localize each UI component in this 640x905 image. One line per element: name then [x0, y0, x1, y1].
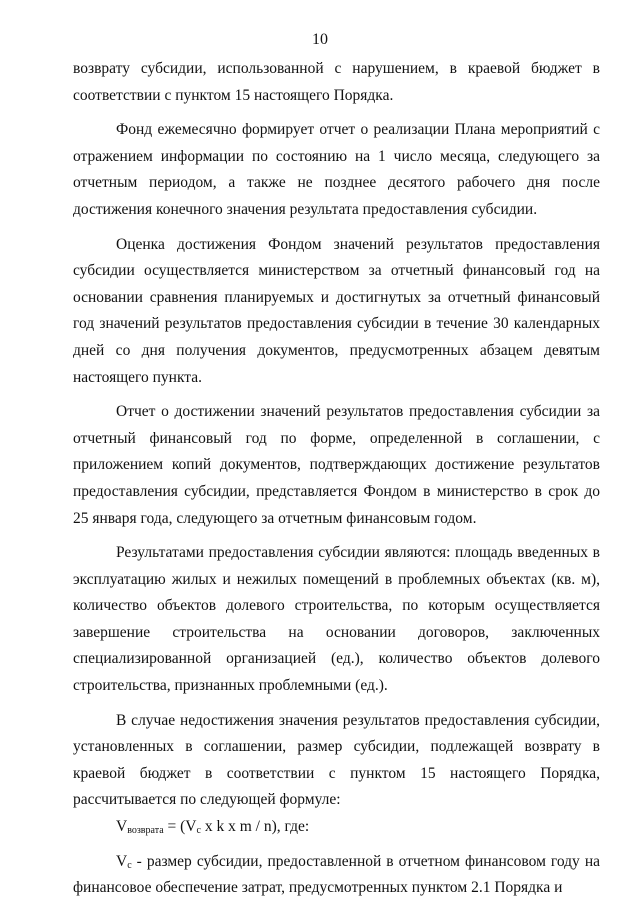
- formula-subscript: возврата: [127, 825, 164, 837]
- paragraph-report-plan: Фонд ежемесячно формирует отчет о реализации Плана мероприятий с отражением информации по состоянию на 1 число месяца, следующего за отчетным периодом, а также не позднее десятого рабочего дня после достижения конечного значения результата предоставления субсидии.: [73, 121, 600, 218]
- formula-rest: x k x m / n), где:: [200, 818, 310, 836]
- paragraph-results: Результатами предоставления субсидии являются: площадь введенных в эксплуатацию жилых и нежилых помещений в проблемных объектах (кв. м), количество объектов долевого строительства, по которым осуществляется завершение строительства на основании договоров, заключенных специализированной организацией (ед.), количество объектов долевого строительства, признанных проблемными (ед.).: [73, 544, 600, 695]
- paragraph-definition: [73, 849, 600, 902]
- refund-formula: [73, 814, 600, 841]
- paragraph-continuation: возврату субсидии, использованной с нарушением, в краевой бюджет в соответствии с пунктом 15 настоящего Порядка.: [73, 60, 600, 104]
- page-number: 10: [312, 31, 328, 48]
- paragraph-evaluation: Оценка достижения Фондом значений результатов предоставления субсидии осуществляется министерством за отчетный финансовый год на основании сравнения планируемых и достигнутых за отчетный финансовый год значений результатов предоставления субсидии в течение 30 календарных дней со дня получения документов, предусмотренных абзацем девятым настоящего пункта.: [73, 235, 600, 386]
- document-body: [73, 56, 600, 902]
- definition-text: - размер субсидии, предоставленной в отчетном финансовом году на финансовое обеспечение затрат, предусмотренных пунктом 2.1 Порядка и: [73, 852, 600, 897]
- paragraph-achievement-report: Отчет о достижении значений результатов предоставления субсидии за отчетный финансовый год по форме, определенной в соглашении, с приложением копий документов, подтверждающих достижение результатов предоставления субсидии, представляется Фондом в министерство в срок до 25 января года, следующего за отчетным финансовым годом.: [73, 403, 600, 527]
- formula-inner-subscript: с: [196, 825, 201, 837]
- paragraph-non-achievement: В случае недостижения значения результатов предоставления субсидии, установленных в соглашении, размер субсидии, подлежащей возврату в краевой бюджет в соответствии с пунктом 15 настоящего Порядка, рассчитывается по следующей формуле:: [73, 711, 600, 809]
- formula-equals: = (V: [163, 818, 197, 836]
- formula-symbol: V: [116, 818, 128, 836]
- definition-subscript: с: [127, 859, 132, 871]
- definition-symbol: V: [116, 852, 128, 870]
